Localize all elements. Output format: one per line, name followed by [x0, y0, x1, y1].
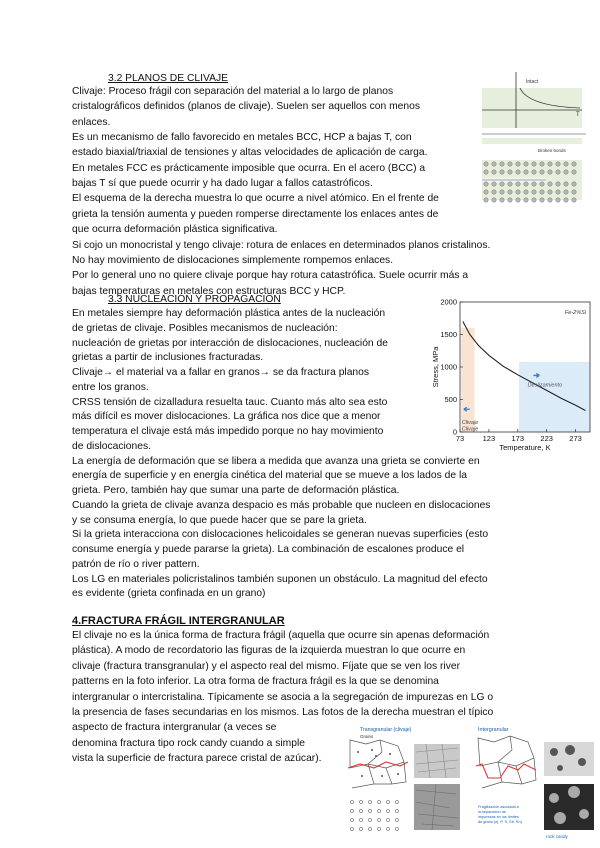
transgranular-label: Transgranular (clivaje): [360, 727, 412, 733]
lattice-atom: [377, 809, 380, 812]
text-line: CRSS tensión de cizalladura resuelta tauc. Cuanto más alto sea esto: [72, 396, 388, 408]
text-line: vista la superficie de fractura parece cristal de azúcar).: [72, 753, 322, 765]
atom: [484, 190, 488, 194]
atom: [564, 198, 568, 202]
text-line: grietas a partir de inclusiones fracturadas.: [72, 352, 264, 364]
text-line: Si cojo un monocristal y tengo clivaje: rotura de enlaces en determinados planos cristalinos.: [72, 239, 491, 251]
text-line: que ocurra deformación plástica significativa.: [72, 224, 278, 236]
grains-label: Grains: [360, 734, 374, 739]
atom: [532, 162, 536, 166]
text-line: Si la grieta interacciona con dislocaciones helicoidales se generan nuevas superficies (esto: [72, 529, 489, 541]
lattice-atom: [350, 827, 353, 830]
text-line: nucleación de grietas por interacción de dislocaciones, nucleación de: [72, 337, 388, 349]
grain-dot: [389, 753, 391, 755]
atom: [516, 182, 520, 186]
text-line: entre los granos.: [72, 381, 149, 393]
text-line: más difícil es mover dislocaciones. La gráfica nos dice que a menor: [72, 411, 381, 423]
grain-dot: [371, 749, 373, 751]
text-line: energía de superficie y en energía cinética del material que se mueve a los lados de la: [72, 470, 467, 482]
atom: [548, 182, 552, 186]
intergranular-caption-3: impurezas en los límites: [478, 815, 519, 819]
lattice-atom: [368, 809, 371, 812]
text-line: bajas temperaturas en metales con estructuras BCC y HCP.: [72, 285, 346, 297]
text-line: denomina fractura tipo rock candy cuando a simple: [72, 737, 305, 749]
intergranular-caption-2: la separación de: [478, 810, 506, 814]
atom: [572, 190, 576, 194]
text-line: de grietas de clivaje. Posibles mecanismos de nucleación:: [72, 322, 338, 334]
x-tick-label: 173: [511, 434, 525, 443]
y-tick-label: 1500: [440, 330, 457, 339]
intergranular-caption-1: Fragilización asociada a: [478, 805, 519, 809]
atom: [492, 170, 496, 174]
text-line: bajas T sí que puede ocurrir y ha dado lugar a fallos catastróficos.: [72, 178, 373, 190]
lattice-atom: [386, 818, 389, 821]
atom: [540, 198, 544, 202]
scheme-label-intact: Intact: [526, 79, 539, 85]
atom: [524, 170, 528, 174]
text-line: clivaje (fractura transgranular) y el aspecto real del mismo. Fíjate que se ven los river: [72, 660, 461, 672]
section-3-3-heading: 3.3 NUCLEACIÓN Y PROPAGACIÓN: [108, 294, 281, 305]
text-line: Es un mecanismo de fallo favorecido en metales BCC, HCP a bajas T, con: [72, 132, 412, 144]
text-line: patrón de río o river pattern.: [72, 558, 200, 570]
lattice-atom: [377, 827, 380, 830]
atom: [484, 182, 488, 186]
atom: [564, 162, 568, 166]
atom: [564, 190, 568, 194]
cleavage-atomic-scheme: [476, 70, 588, 210]
atom: [516, 170, 520, 174]
text-line: Clivaje: Proceso frágil con separación del material a lo largo de planos: [72, 86, 394, 97]
x-tick-label: 223: [540, 434, 553, 443]
cleavage-region: [461, 328, 474, 432]
atom: [516, 162, 520, 166]
atom: [500, 182, 504, 186]
slip-annotation: Deslizamiento: [527, 382, 563, 389]
text-line: temperatura el clivaje está más impedido porque no hay movimiento: [72, 426, 384, 437]
lattice-atom: [395, 800, 398, 803]
x-tick-label: 273: [569, 434, 582, 443]
text-line: Cuando la grieta de clivaje avanza despacio es más probable que nucleen en dislocaciones: [72, 499, 491, 511]
atom: [500, 198, 504, 202]
lattice-atom: [350, 818, 353, 821]
lattice-atom: [359, 827, 362, 830]
text-line: Clivaje→ el material va a fallar en granos→ se da fractura planos: [72, 367, 370, 378]
atom: [556, 182, 560, 186]
text-line: y se consuma energía, lo que puede hacer que se pare la grieta.: [72, 514, 367, 526]
lattice-atom: [395, 809, 398, 812]
atom: [492, 162, 496, 166]
lattice-atom: [368, 818, 371, 821]
atom: [516, 198, 520, 202]
atom: [564, 182, 568, 186]
grain-dot: [381, 775, 383, 777]
lattice-atom: [386, 827, 389, 830]
text-line: plástica). A modo de recordatorio las figuras de la izquierda muestran lo que ocurre en: [72, 645, 466, 657]
lattice-atom: [368, 800, 371, 803]
atom: [556, 170, 560, 174]
text-line: la presencia de fases secundarias en los mismos. Las fotos de la derecha muestran el típico: [72, 707, 494, 718]
lattice-atom: [377, 818, 380, 821]
atom: [572, 170, 576, 174]
atom: [508, 162, 512, 166]
text-line: No hay movimiento de dislocaciones simplemente rompemos enlaces.: [72, 254, 394, 266]
lattice-atom: [359, 800, 362, 803]
atom: [540, 182, 544, 186]
alloy-annotation: Fe-2%Si: [564, 310, 586, 316]
atom: [492, 198, 496, 202]
text-line: Los LG en materiales policristalinos también suponen un obstáculo. La magnitud del efecto: [72, 573, 488, 585]
atom: [532, 198, 536, 202]
text-line: grieta la tensión aumenta y pueden romperse directamente los enlaces antes de: [72, 208, 439, 220]
lattice-atom: [350, 800, 353, 803]
scheme-side-letter: T: [576, 112, 580, 118]
text-line: enlaces.: [72, 116, 111, 128]
slip-region: [519, 362, 590, 432]
rock-candy-label: rock candy: [546, 834, 568, 839]
lattice-atom: [395, 818, 398, 821]
atom: [548, 190, 552, 194]
atom: [500, 170, 504, 174]
text-line: El clivaje no es la única forma de fractura frágil (aquella que ocurre sin apenas deformación: [72, 630, 490, 641]
grain-dot: [357, 751, 359, 753]
atom: [524, 198, 528, 202]
atom: [540, 170, 544, 174]
text-line: El esquema de la derecha muestra lo que ocurre a nivel atómico. En el frente de: [72, 193, 439, 205]
atom: [556, 190, 560, 194]
atom: [532, 190, 536, 194]
atom: [524, 190, 528, 194]
lattice-atom: [386, 809, 389, 812]
text-line: consume energía y puede pararse la grieta). La combinación de escalones produce el: [72, 544, 465, 555]
atom: [524, 162, 528, 166]
atom: [548, 170, 552, 174]
text-line: estado biaxial/triaxial de tensiones y altas velocidades de aplicación de carga.: [72, 147, 428, 159]
intergranular-figure: [474, 722, 598, 844]
atom: [492, 190, 496, 194]
atom: [556, 198, 560, 202]
atom: [548, 162, 552, 166]
lattice-atom: [377, 800, 380, 803]
y-axis-label: Stress, MPa: [431, 346, 440, 388]
text-line: grieta. Pero, también hay que sumar una parte de deformación plástica.: [72, 485, 400, 496]
x-tick-label: 73: [455, 434, 465, 443]
atom: [532, 182, 536, 186]
text-line: es evidente (grieta confinada en un grano): [72, 588, 266, 600]
text-line: La energía de deformación que se libera a medida que avanza una grieta se convierte en: [72, 455, 480, 467]
atom: [540, 162, 544, 166]
atom: [564, 170, 568, 174]
intergranular-caption-4: de grano (ej. P, S, Sb, Sn): [478, 820, 522, 824]
x-tick-label: 123: [482, 434, 496, 443]
text-line: cristalográficos definidos (planos de clivaje). Suelen ser aquellos con menos: [72, 101, 420, 113]
lattice-atom: [368, 827, 371, 830]
cleavage-annotation: Clivaje: [461, 426, 479, 433]
text-line: En metales FCC es prácticamente imposible que ocurra. En el acero (BCC) a: [72, 162, 426, 174]
lattice-atom: [386, 800, 389, 803]
cleavage-annotation: Clivaje: [461, 420, 479, 427]
transgranular-figure: [346, 722, 464, 844]
scheme-label-broken: Broken bonds: [538, 148, 566, 153]
atom: [524, 182, 528, 186]
lattice-atom: [395, 827, 398, 830]
y-tick-label: 500: [444, 395, 457, 404]
text-line: intergranular o intercristalina. Típicamente se asocia a la segregación de impurezas en LG o: [72, 691, 494, 703]
section-4-heading: 4.FRACTURA FRÁGIL INTERGRANULAR: [72, 615, 285, 627]
atom: [572, 198, 576, 202]
atom: [508, 198, 512, 202]
atom: [492, 182, 496, 186]
atom: [572, 162, 576, 166]
atom: [500, 190, 504, 194]
lattice-atom: [359, 809, 362, 812]
text-line: Por lo general uno no quiere clivaje porque hay rotura catastrófica. Suele ocurrir más a: [72, 270, 469, 282]
y-tick-label: 2000: [440, 297, 457, 307]
text-line: aspecto de fractura intergranular (a veces se: [72, 722, 277, 734]
atom: [500, 162, 504, 166]
atom: [572, 182, 576, 186]
grain-dot: [361, 775, 363, 777]
intergranular-label: Intergranular: [478, 727, 509, 733]
atom: [532, 170, 536, 174]
section-3-2-heading: 3.2 PLANOS DE CLIVAJE: [108, 73, 228, 84]
text-line: En metales siempre hay deformación plástica antes de la nucleación: [72, 308, 386, 319]
lattice-atom: [359, 818, 362, 821]
atom: [540, 190, 544, 194]
atom: [508, 190, 512, 194]
grain-dot: [375, 755, 377, 757]
y-tick-label: 1000: [440, 362, 457, 372]
atom: [548, 198, 552, 202]
atom: [516, 190, 520, 194]
grain-dot: [397, 773, 399, 775]
y-tick-label: 0: [452, 427, 457, 437]
atom: [556, 162, 560, 166]
atom: [508, 170, 512, 174]
crss-temperature-chart: [430, 292, 595, 452]
atom: [484, 198, 488, 202]
text-line: de dislocaciones.: [72, 440, 151, 452]
x-axis-label: Temperature, K: [499, 443, 551, 452]
text-line: patterns en la foto inferior. La otra forma de fractura frágil es la que se denomina: [72, 676, 439, 688]
atom: [484, 170, 488, 174]
lattice-atom: [350, 809, 353, 812]
atom: [484, 162, 488, 166]
atom: [508, 182, 512, 186]
